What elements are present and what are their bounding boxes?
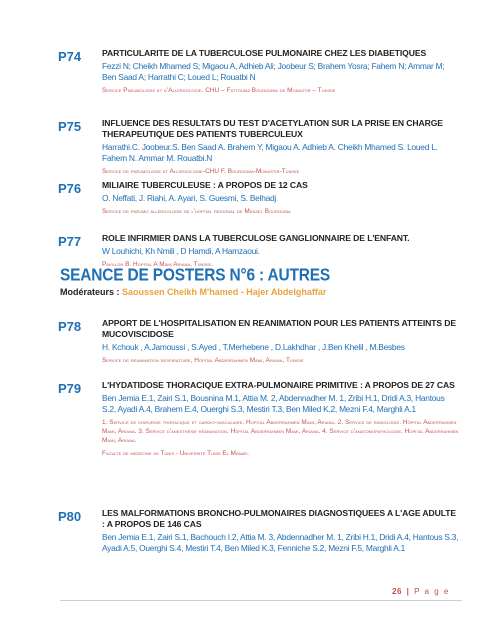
poster-affiliation: Service de reanimation respiratoire, Hopital Abderrahmen Mami, Ariana, Tunisie bbox=[102, 357, 304, 364]
poster-entry bbox=[60, 48, 460, 95]
poster-id: P77 bbox=[58, 234, 82, 249]
poster-title: MILIAIRE TUBERCULEUSE : A PROPOS DE 12 CAS bbox=[102, 180, 308, 190]
page-footer bbox=[392, 587, 450, 596]
poster-authors: W Louhichi, Kh Nmili , D Hamdi, A Hamzaoui. bbox=[102, 246, 260, 256]
poster-entry bbox=[60, 318, 460, 365]
poster-affiliation: Service Pneumologie et d'Allergologie. CHU – Fattouma Bourguiba de Monastir – Tunisie bbox=[102, 87, 336, 94]
poster-id: P79 bbox=[58, 381, 82, 396]
poster-affiliation: Pavillon B. Hopital A Mami Ariana, Tunisie. bbox=[102, 261, 214, 268]
poster-title: APPORT DE L'HOSPITALISATION EN REANIMATION POUR LES PATIENTS ATTEINTS DE MUCOVISCIDOSE bbox=[102, 318, 457, 339]
poster-authors: O. Neffati, J. Riahi, A. Ayari, S. Guesmi, S. Belhadj bbox=[102, 193, 277, 203]
poster-affiliation: Service de pneumo allergologie de l'hopital regional de Menzel Bourguiba bbox=[102, 208, 291, 215]
poster-title: ROLE INFIRMIER DANS LA TUBERCULOSE GANGLIONNAIRE DE L'ENFANT. bbox=[102, 233, 410, 243]
page-number: 26 bbox=[392, 587, 402, 596]
poster-authors: Ben Jemia E.1, Zairi S.1, Bousnina M.1, Attia M. 2, Abdennadher M. 1, Zribi H.1, Dridi A.3, Hantous S.2, Ayadi A.4, Brahem E.4, Ouerghi S.3, Mestiri T.3, Ben Miled K.2, Mezni F.4, Marghli A.1 bbox=[102, 393, 445, 414]
poster-title: LES MALFORMATIONS BRONCHO-PULMONAIRES DIAGNOSTIQUEES A L'AGE ADULTE : A PROPOS DE 146 CAS bbox=[102, 508, 457, 529]
poster-authors: Fezzi N; Cheikh Mhamed S; Migaou A, Adhieb Ali; Joobeur S; Brahem Yosra; Fahem N; Ammar M; Ben Saad A; Harrathi C; Loued L; Rouatbi N bbox=[102, 61, 445, 82]
poster-authors: Harrathi.C. Joobeur.S. Ben Saad A. Brahem Y, Migaou A. Adhieb A. Cheikh Mhamed S. Loued L. Fahem N. Ammar M. Rouatbi.N bbox=[102, 142, 438, 163]
poster-title: L'HYDATIDOSE THORACIQUE EXTRA-PULMONAIRE PRIMITIVE : A PROPOS DE 27 CAS bbox=[102, 380, 455, 390]
poster-authors: Ben Jemia E.1, Zairi S.1, Bachouch I.2, Attia M. 3, Abdennadher M. 1, Zribi H.1, Dridi A.4, Hantous S.3, Ayadi A.5, Ouerghi S.4, Mestiri T.4, Ben Miled K.3, Fenniche S.2, Mezni F.5, Marghli A.1 bbox=[102, 532, 459, 553]
poster-id: P80 bbox=[58, 509, 82, 524]
poster-id: P78 bbox=[58, 319, 82, 334]
footer-divider bbox=[60, 600, 462, 601]
page-word: P a g e bbox=[414, 587, 450, 596]
poster-entry bbox=[60, 233, 460, 269]
footer-separator: | bbox=[406, 587, 410, 596]
poster-title: INFLUENCE DES RESULTATS DU TEST D'ACETYLATION SUR LA PRISE EN CHARGE THERAPEUTIQUE DES PATIENTS TUBERCULEUX bbox=[102, 118, 443, 139]
poster-entry bbox=[60, 508, 460, 554]
section-title: SEANCE DE POSTERS N°6 : AUTRES bbox=[60, 266, 331, 286]
poster-authors: H. Kchouk , A.Jamoussi , S.Ayed , T.Merhebene , D.Lakhdhar , J.Ben Khelil , M.Besbes bbox=[102, 342, 405, 352]
poster-title: PARTICULARITE DE LA TUBERCULOSE PULMONAIRE CHEZ LES DIABETIQUES bbox=[102, 48, 427, 58]
moderators-names: Saoussen Cheikh M'hamed - Hajer Abdelghaffar bbox=[122, 287, 327, 297]
poster-entry bbox=[60, 380, 460, 458]
poster-id: P74 bbox=[58, 49, 82, 64]
poster-id: P75 bbox=[58, 119, 82, 134]
poster-affiliation-secondary: Faculte de medecine de Tunis - Universite Tunis El Manar. bbox=[102, 450, 249, 457]
poster-entry bbox=[60, 180, 460, 216]
poster-affiliation: Service de pneumologie et Allergologie-CHU F. Bourguiba-Monastir-Tunisie bbox=[102, 168, 300, 175]
moderators-label: Modérateurs : bbox=[60, 287, 120, 297]
poster-affiliation: 1. Service de chirurgie thoracique et cardio-vasculaire. Hopital Abderrahmen Mami, Ariana. 2. Service de radiologie. Hôpital Abderrahmen Mami, Ariana. 3. Service d'anesthésie réanimation. Hôpital Abderrahmen Mami, Ariana. 4. Service d'anatomopathologie. Hopital Abderrahmen Mami, Ariana. bbox=[102, 419, 459, 444]
poster-id: P76 bbox=[58, 181, 82, 196]
moderators-line bbox=[60, 287, 326, 297]
poster-entry bbox=[60, 118, 460, 176]
